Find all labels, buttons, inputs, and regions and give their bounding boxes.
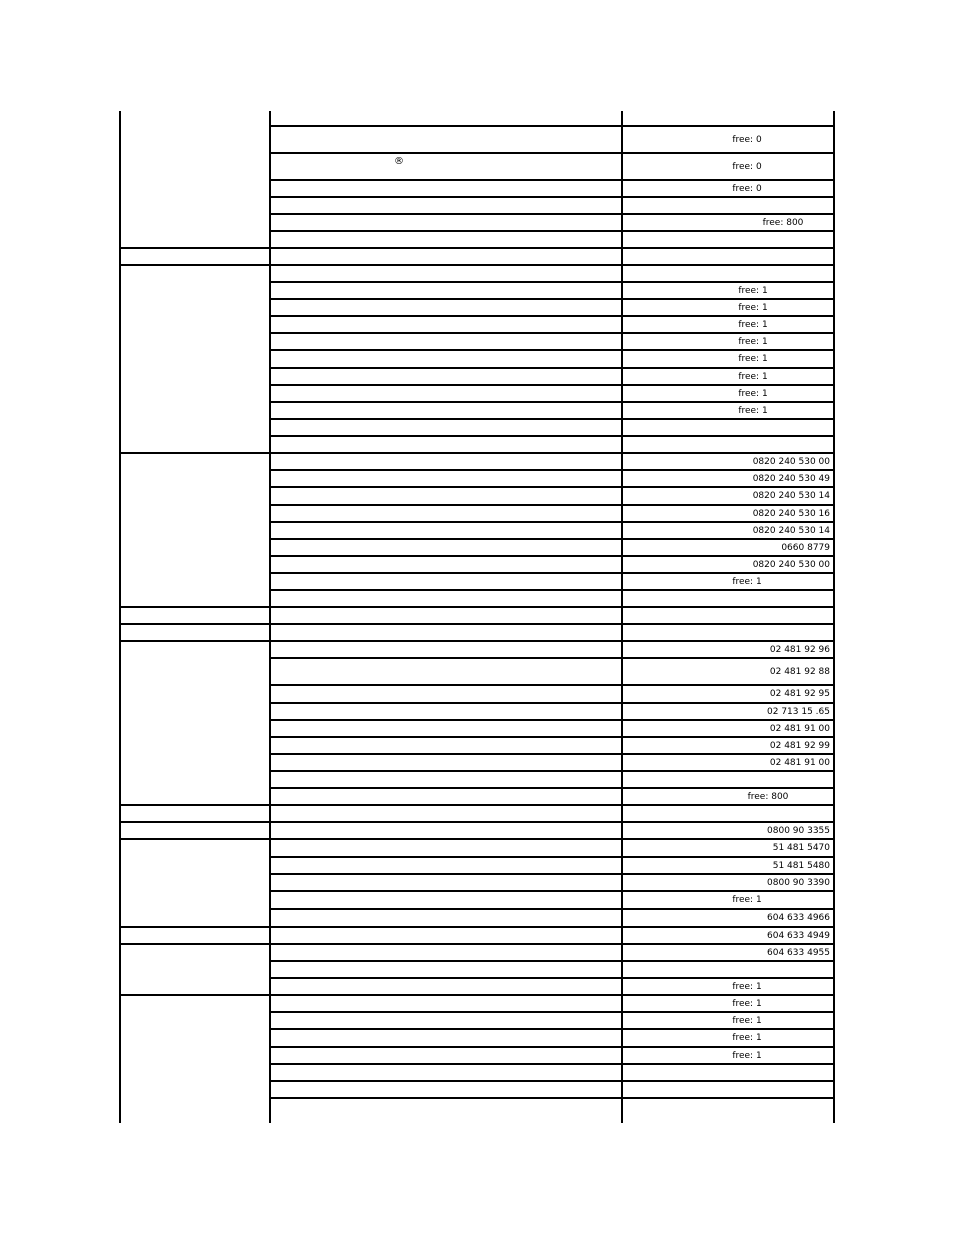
phone-number-cell: free: 1 [732, 1033, 762, 1043]
row-rule-2 [269, 179, 835, 181]
row-rule-15 [269, 401, 835, 403]
row-rule-21 [269, 504, 835, 506]
phone-number-cell: 0820 240 530 00 [752, 560, 830, 570]
row-rule-11 [269, 332, 835, 334]
row-rule-9 [269, 298, 835, 300]
row-rule-29 [119, 640, 835, 642]
phone-number-cell: free: 1 [732, 982, 762, 992]
row-rule-31 [269, 684, 835, 686]
row-rule-7 [119, 264, 835, 266]
phone-number-cell: free: 1 [732, 895, 762, 905]
phone-number-cell: 604 633 4955 [767, 948, 830, 958]
column-rule-3 [833, 111, 835, 1123]
row-rule-32 [269, 702, 835, 704]
phone-number-cell: 02 481 92 99 [769, 741, 830, 751]
row-rule-19 [269, 469, 835, 471]
row-rule-53 [269, 1063, 835, 1065]
phone-number-cell: 0820 240 530 16 [752, 509, 830, 519]
trademark-symbol: ® [394, 156, 404, 167]
row-rule-26 [269, 589, 835, 591]
row-rule-50 [269, 1011, 835, 1013]
row-rule-16 [269, 418, 835, 420]
phone-number-cell: 02 481 92 96 [769, 645, 830, 655]
phone-number-cell: free: 0 [732, 184, 762, 194]
column-rule-2 [621, 111, 623, 1123]
row-rule-55 [269, 1097, 835, 1099]
phone-number-cell: 51 481 5480 [772, 861, 830, 871]
row-rule-46 [119, 943, 835, 945]
phone-number-cell: free: 1 [738, 303, 768, 313]
phone-number-cell: 604 633 4949 [767, 931, 830, 941]
row-rule-22 [269, 521, 835, 523]
row-rule-13 [269, 367, 835, 369]
row-rule-37 [269, 787, 835, 789]
phone-number-cell: 02 713 15 .65 [767, 707, 830, 717]
row-rule-1 [269, 152, 835, 154]
phone-number-cell: 0800 90 3355 [767, 826, 830, 836]
row-rule-35 [269, 753, 835, 755]
phone-number-cell: free: 1 [738, 286, 768, 296]
row-rule-44 [269, 908, 835, 910]
column-rule-0 [119, 111, 121, 1123]
row-rule-0 [269, 125, 835, 127]
row-rule-43 [269, 890, 835, 892]
row-rule-20 [269, 486, 835, 488]
phone-number-cell: free: 800 [747, 792, 789, 802]
row-rule-52 [269, 1046, 835, 1048]
row-rule-45 [119, 926, 835, 928]
phone-number-cell: free: 1 [738, 372, 768, 382]
phone-number-cell: free: 1 [738, 389, 768, 399]
row-rule-6 [119, 247, 835, 249]
phone-number-cell: free: 1 [738, 320, 768, 330]
row-rule-27 [119, 606, 835, 608]
row-rule-12 [269, 349, 835, 351]
phone-number-cell: free: 1 [732, 1051, 762, 1061]
row-rule-28 [119, 623, 835, 625]
phone-number-cell: 0820 240 530 14 [752, 526, 830, 536]
row-rule-18 [119, 452, 835, 454]
row-rule-24 [269, 555, 835, 557]
phone-number-cell: 02 481 91 00 [769, 724, 830, 734]
phone-number-cell: free: 1 [732, 577, 762, 587]
row-rule-8 [269, 281, 835, 283]
row-rule-10 [269, 315, 835, 317]
row-rule-38 [119, 804, 835, 806]
phone-number-cell: 02 481 91 00 [769, 758, 830, 768]
row-rule-40 [119, 838, 835, 840]
phone-number-cell: 0660 8779 [781, 543, 830, 553]
phone-number-cell: free: 0 [732, 162, 762, 172]
row-rule-47 [269, 960, 835, 962]
row-rule-23 [269, 538, 835, 540]
row-rule-14 [269, 384, 835, 386]
phone-number-cell: 0800 90 3390 [767, 878, 830, 888]
row-rule-42 [269, 873, 835, 875]
row-rule-33 [269, 719, 835, 721]
column-rule-1 [269, 111, 271, 1123]
phone-number-cell: free: 1 [732, 999, 762, 1009]
phone-number-cell: 0820 240 530 14 [752, 491, 830, 501]
row-rule-25 [269, 572, 835, 574]
phone-number-cell: free: 1 [738, 337, 768, 347]
row-rule-41 [269, 856, 835, 858]
row-rule-36 [269, 770, 835, 772]
phone-number-cell: free: 1 [738, 354, 768, 364]
phone-number-cell: free: 0 [732, 135, 762, 145]
phone-number-cell: 51 481 5470 [772, 843, 830, 853]
row-rule-5 [269, 230, 835, 232]
phone-number-cell: free: 1 [738, 406, 768, 416]
row-rule-34 [269, 736, 835, 738]
row-rule-3 [269, 196, 835, 198]
row-rule-48 [269, 977, 835, 979]
phone-number-cell: 0820 240 530 49 [752, 474, 830, 484]
phone-number-cell: free: 1 [732, 1016, 762, 1026]
phone-number-cell: 0820 240 530 00 [752, 457, 830, 467]
row-rule-51 [269, 1028, 835, 1030]
phone-number-cell: free: 800 [762, 218, 804, 228]
phone-number-cell: 02 481 92 95 [769, 689, 830, 699]
row-rule-4 [269, 213, 835, 215]
row-rule-54 [269, 1080, 835, 1082]
row-rule-39 [119, 821, 835, 823]
phone-number-cell: 02 481 92 88 [769, 667, 830, 677]
phone-number-cell: 604 633 4966 [767, 913, 830, 923]
row-rule-17 [269, 435, 835, 437]
row-rule-30 [269, 657, 835, 659]
row-rule-49 [119, 994, 835, 996]
